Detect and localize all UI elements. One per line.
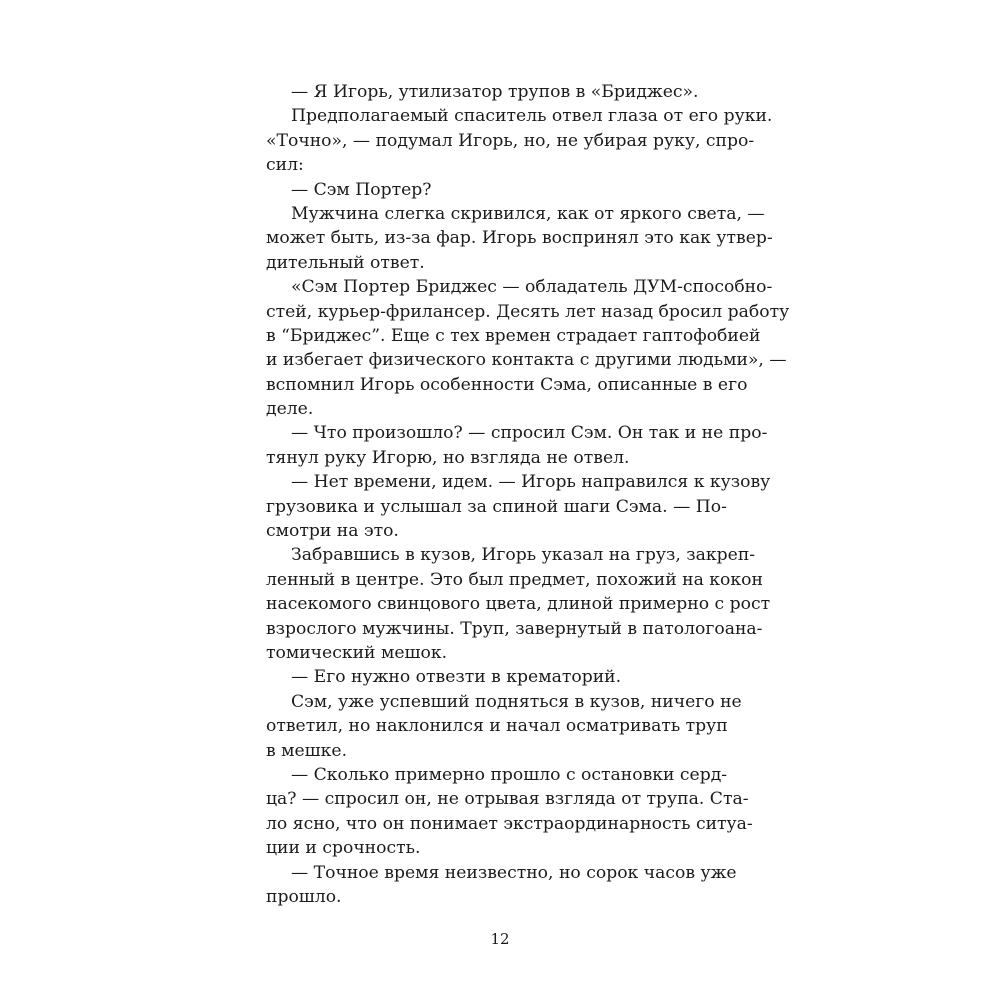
text-line: Забравшись в кузов, Игорь указал на груз, закреп- (291, 545, 756, 566)
text-line: — Сэм Портер? (291, 179, 432, 200)
text-line: «Точно», — подумал Игорь, но, не убирая руку, спро- (266, 130, 755, 151)
text-line: — Нет времени, идем. — Игорь направился к кузову (291, 472, 771, 493)
text-line: сил: (266, 155, 304, 176)
text-line: Сэм, уже успевший подняться в кузов, ничего не (291, 691, 742, 712)
text-line: в “Бриджес”. Еще с тех времен страдает гаптофобией (266, 325, 761, 346)
text-line: томический мешок. (266, 642, 448, 663)
text-line: Мужчина слегка скривился, как от яркого света, — (291, 203, 765, 224)
text-line: — Я Игорь, утилизатор трупов в «Бриджес». (291, 82, 699, 102)
text-line: «Сэм Портер Бриджес — обладатель ДУМ-способно- (291, 277, 773, 298)
text-line: — Его нужно отвезти в крематорий. (291, 667, 622, 688)
text-line: Предполагаемый спаситель отвел глаза от его руки. (291, 106, 773, 127)
text-line: в мешке. (266, 740, 348, 761)
text-line: тянул руку Игорю, но взгляда не отвел. (266, 447, 630, 468)
text-line: — Что произошло? — спросил Сэм. Он так и не про- (291, 423, 768, 444)
text-line: ца? — спросил он, не отрывая взгляда от трупа. Ста- (266, 789, 749, 810)
text-line: стей, курьер-фрилансер. Десять лет назад бросил работу (266, 301, 790, 322)
text-line: — Точное время неизвестно, но сорок часов уже (291, 862, 737, 883)
body-text (266, 80, 790, 909)
text-line: взрослого мужчины. Труп, завернутый в патологоана- (266, 618, 763, 639)
text-line: смотри на это. (266, 521, 399, 542)
text-line: грузовика и услышал за спиной шаги Сэма. — По- (266, 496, 727, 517)
text-line: ответил, но наклонился и начал осматривать труп (266, 716, 728, 737)
text-line: ло ясно, что он понимает экстраординарность ситуа- (266, 813, 753, 834)
text-line: ции и срочность. (266, 838, 421, 859)
text-line: насекомого свинцового цвета, длиной примерно с рост (266, 594, 771, 615)
text-line: прошло. (266, 886, 342, 907)
text-line: и избегает физического контакта с другими людьми», — (266, 350, 787, 371)
text-line: — Сколько примерно прошло с остановки серд- (291, 764, 728, 785)
text-line: ленный в центре. Это был предмет, похожий на кокон (266, 569, 763, 590)
text-line: вспомнил Игорь особенности Сэма, описанные в его (266, 374, 748, 395)
text-line: может быть, из-за фар. Игорь воспринял это как утвер- (266, 228, 773, 249)
text-line: дительный ответ. (266, 252, 425, 273)
page-number: 12 (490, 930, 510, 948)
text-line: деле. (266, 399, 314, 420)
